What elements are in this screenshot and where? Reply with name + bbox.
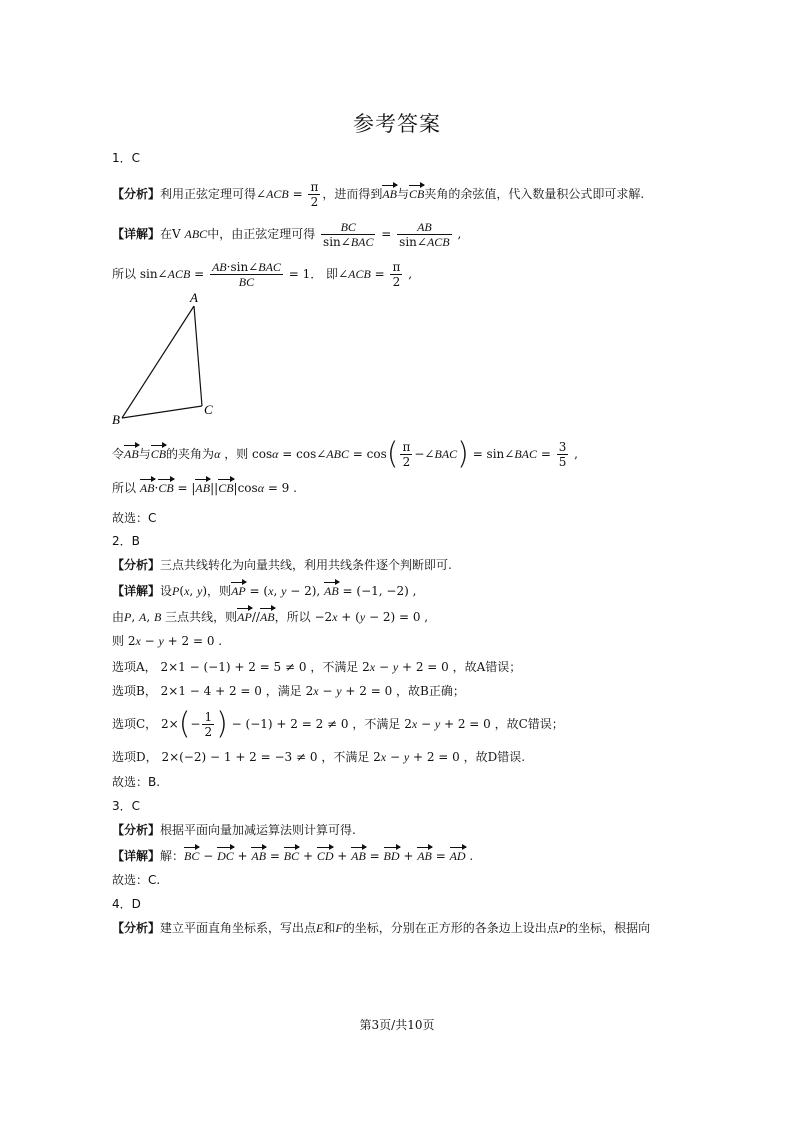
q2-analysis: 【分析】三点共线转化为向量共线，利用共线条件逐个判断即可. — [112, 558, 452, 572]
q3-analysis: 【分析】根据平面向量加减运算法则计算可得. — [112, 823, 356, 837]
q1-dot-line: 所以 AB·CB = |AB||CB|cosα = 9 . — [112, 481, 297, 495]
q2-detail-1: 【详解】设P(x, y)，则AP = (x, y − 2), AB = (−1, −2) , — [112, 584, 417, 598]
vertex-b-label: B — [112, 412, 120, 427]
vertex-c-label: C — [204, 402, 213, 417]
vertex-a-label: A — [190, 290, 198, 305]
q1-cos-line: 令AB与CB的夹角为α ，则 cosα = cos∠ABC = cos( $\frac{\pi}{2}$ −∠BAC) = sin∠BAC = $\frac{3}{5}$ , — [112, 436, 578, 472]
q1-answer: 1．C — [112, 151, 141, 165]
q1-sin-line: 所以 sin∠ACB = $\frac{\text{AB·sin∠BAC}}{BC}$ = 1． 即∠ACB = $\frac{\pi}{2}$ , — [112, 260, 413, 289]
page-footer: 第3页/共10页 — [359, 1018, 435, 1032]
q2-option-d: 选项D， 2×(−2) − 1 + 2 = −3 ≠ 0 ，不满足 2x − y + 2 = 0 ，故D错误. — [112, 750, 526, 764]
q3-choice: 故选：C. — [112, 873, 161, 887]
q2-option-c: 选项C， 2×(− $\frac{1}{2}$ ) − (−1) + 2 = 2 ≠ 0 ，不满足 2x − y + 2 = 0 ，故C错误； — [112, 706, 564, 742]
q4-analysis: 【分析】建立平面直角坐标系，写出点E和F的坐标，分别在正方形的各条边上设出点P的坐标，根据向 — [112, 921, 651, 935]
q2-option-b: 选项B， 2×1 − 4 + 2 = 0 ，满足 2x − y + 2 = 0 ，故B正确； — [112, 684, 465, 698]
q3-answer: 3．C — [112, 799, 141, 813]
q2-option-a: 选项A， 2×1 − (−1) + 2 = 5 ≠ 0 ，不满足 2x − y + 2 = 0 ，故A错误； — [112, 660, 522, 674]
q1-analysis: 【分析】利用正弦定理可得∠ACB = $\frac{\pi}{2}$ ，进而得到AB与CB夹角的余弦值，代入数量积公式即可求解. — [112, 180, 645, 209]
q2-answer: 2．B — [112, 534, 140, 548]
page-title: 参考答案 — [353, 112, 441, 136]
q1-detail: 【详解】在V ABC中，由正弦定理可得 $\frac{BC}{\text{sin∠BAC}}$ = $\frac{AB}{\text{sin∠ACB}}$ , — [112, 220, 462, 249]
triangle-diagram — [108, 288, 228, 428]
q3-detail: 【详解】解：BC − DC + AB = BC + CD + AB = BD + AB = AD . — [112, 849, 474, 863]
q2-detail-2: 由P, A, B 三点共线，则AP//AB，所以 −2x + (y − 2) = 0 , — [112, 610, 429, 624]
q2-choice: 故选：B. — [112, 775, 161, 789]
q1-choice: 故选：C — [112, 511, 157, 525]
q2-detail-3: 则 2x − y + 2 = 0 . — [112, 634, 223, 648]
q4-answer: 4．D — [112, 897, 141, 911]
